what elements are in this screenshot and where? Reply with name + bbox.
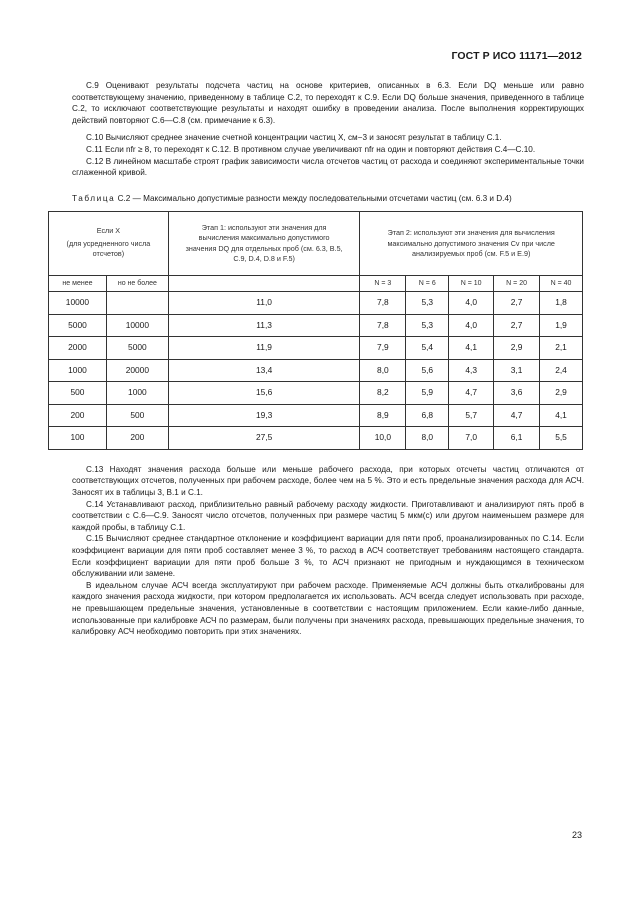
cell-dq: 27,5 [168, 427, 360, 450]
cell-c3: 2,7 [494, 292, 540, 315]
table-caption: Таблица С.2 — Максимально допустимые разности между последовательными отсчетами частиц (см. 6.3 и D.4) [72, 193, 512, 203]
cell-max [106, 292, 168, 315]
paragraph-ideal: В идеальном случае АСЧ всегда эксплуатируют при рабочем расходе. Применяемые АСЧ должны быть откалиброваны для каждого значения расхода жидкости, при котором предполагается их использовать. АСЧ всегда следует использовать при расходе, не превышающем предельные значения, установленные в соответствии с настоящим приложением. Если какие-либо данные, использованные при калибровке АСЧ по размерам, были получены при значениях расхода, превышающих предельные значения, то калибровку АСЧ необходимо повторить при этих значениях. [72, 580, 584, 637]
cell-c4: 5,5 [540, 427, 583, 450]
cell-c0: 10,0 [360, 427, 406, 450]
paragraph-c10: С.10 Вычисляют среднее значение счетной концентрации частиц X, см−3 и заносят результат в таблицу С.1. [86, 133, 502, 143]
paragraph-c9: С.9 Оценивают результаты подсчета частиц на основе критериев, описанных в 6.3. Если DQ меньше или равно соответствующему значению, приведенному в таблице С.2, то переходят к С.9. Если DQ больше значения, приведенного в таблице С.2, то исключают соответствующие результаты и находят ошибку в проведении анализа. После выполнения корректирующих действий повторяют С.6—С.8 (см. примечание к 6.3). [72, 81, 584, 125]
subheader-n10: N = 10 [449, 276, 494, 292]
cell-c0: 8,2 [360, 382, 406, 405]
subheader-dq [168, 276, 360, 292]
table-row [49, 314, 583, 337]
cell-c0: 8,0 [360, 359, 406, 382]
cell-c2: 4,7 [449, 382, 494, 405]
cell-min: 10000 [49, 292, 107, 315]
cell-c2: 7,0 [449, 427, 494, 450]
paragraph-c11: С.11 Если nfr ≥ 8, то переходят к С.12. В противном случае увеличивают nfr на один и повторяют действия С.4—С.10. [86, 144, 536, 154]
cell-c1: 6,8 [406, 404, 449, 427]
table-row [49, 337, 583, 360]
cell-c3: 3,6 [494, 382, 540, 405]
subheader-n20: N = 20 [494, 276, 540, 292]
cell-c2: 4,3 [449, 359, 494, 382]
cell-c3: 6,1 [494, 427, 540, 450]
paragraph-c12: С.12 В линейном масштабе строят график зависимости числа отсчетов частиц от расхода и соединяют экспериментальные точки сглаженной кривой. [72, 156, 584, 178]
cell-max: 200 [106, 427, 168, 450]
cell-c4: 4,1 [540, 404, 583, 427]
paragraph-c14: С.14 Устанавливают расход, приблизительно равный рабочему расходу жидкости. Приготавливают и анализируют пять проб в соответствии с С.6—С.9. Заносят число отсчетов, полученных при размере частиц 5 мкм(с) или другом наименьшем размере для каждой пробы, в таблицу С.1. [72, 499, 584, 532]
subheader-min: не менее [49, 276, 107, 292]
cell-dq: 15,6 [168, 382, 360, 405]
subheader-n6: N = 6 [406, 276, 449, 292]
table-row [49, 382, 583, 405]
cell-dq: 11,9 [168, 337, 360, 360]
cell-c3: 2,9 [494, 337, 540, 360]
cell-c1: 5,9 [406, 382, 449, 405]
header-stage2: Этап 2: используют эти значения для вычисления максимально допустимого значения Cv при числе анализируемых проб (см. F.5 и Е.9) [360, 212, 583, 276]
cell-max: 5000 [106, 337, 168, 360]
cell-c3: 3,1 [494, 359, 540, 382]
cell-dq: 11,0 [168, 292, 360, 315]
cell-min: 200 [49, 404, 107, 427]
cell-min: 1000 [49, 359, 107, 382]
cell-min: 5000 [49, 314, 107, 337]
cell-c1: 5,6 [406, 359, 449, 382]
subheader-max: но не более [106, 276, 168, 292]
table-row [49, 404, 583, 427]
cell-c4: 1,9 [540, 314, 583, 337]
cell-c3: 2,7 [494, 314, 540, 337]
cell-c1: 5,4 [406, 337, 449, 360]
table-row [49, 292, 583, 315]
cell-c2: 4,0 [449, 314, 494, 337]
cell-c4: 2,4 [540, 359, 583, 382]
cell-min: 500 [49, 382, 107, 405]
subheader-n40: N = 40 [540, 276, 583, 292]
cell-c0: 7,8 [360, 314, 406, 337]
cell-c0: 7,8 [360, 292, 406, 315]
cell-c2: 4,1 [449, 337, 494, 360]
cell-max: 1000 [106, 382, 168, 405]
cell-c1: 5,3 [406, 292, 449, 315]
table-row [49, 427, 583, 450]
cell-dq: 11,3 [168, 314, 360, 337]
cell-c4: 2,9 [540, 382, 583, 405]
cell-max: 10000 [106, 314, 168, 337]
cell-max: 500 [106, 404, 168, 427]
cell-c3: 4,7 [494, 404, 540, 427]
document-header: ГОСТ Р ИСО 11171—2012 [451, 50, 582, 62]
cell-dq: 13,4 [168, 359, 360, 382]
header-stage1: Этап 1: используют эти значения для вычисления максимально допустимого значения DQ для отдельных проб (см. 6.3, В.5, С.9, D.4, D.8 и F.5) [168, 212, 360, 276]
cell-dq: 19,3 [168, 404, 360, 427]
paragraph-c13: С.13 Находят значения расхода больше или меньше рабочего расхода, при которых отсчеты частиц отличаются от соответствующих отсчетов, полученных при рабочем расходе, более чем на 5 %. Это и есть предельные значения расхода для АСЧ. Заносят их в таблицы 3, В.1 и С.1. [72, 464, 584, 498]
paragraph-c15: С.15 Вычисляют среднее стандартное отклонение и коэффициент вариации для пяти проб, проанализированных по С.14. Если коэффициент вариации для пяти проб составляет менее 3 %, то расход в АСЧ соответствует требованиям настоящего стандарта. Если коэффициент вариации для пяти проб больше 3 %, то АСЧ признают не пригодным и нуждающимся в техническом обслуживании или замене. [72, 534, 584, 579]
cell-c1: 5,3 [406, 314, 449, 337]
subheader-n3: N = 3 [360, 276, 406, 292]
cell-c1: 8,0 [406, 427, 449, 450]
table-row [49, 359, 583, 382]
cell-c0: 7,9 [360, 337, 406, 360]
cell-min: 2000 [49, 337, 107, 360]
page-number: 23 [571, 830, 582, 840]
header-if-x: Если X (для усредненного числа отсчетов) [49, 212, 169, 276]
cell-c4: 2,1 [540, 337, 583, 360]
cell-c2: 5,7 [449, 404, 494, 427]
cell-c4: 1,8 [540, 292, 583, 315]
cell-c0: 8,9 [360, 404, 406, 427]
document-body [62, 80, 584, 638]
cell-min: 100 [49, 427, 107, 450]
cell-c2: 4,0 [449, 292, 494, 315]
table-c2 [48, 211, 583, 450]
cell-max: 20000 [106, 359, 168, 382]
